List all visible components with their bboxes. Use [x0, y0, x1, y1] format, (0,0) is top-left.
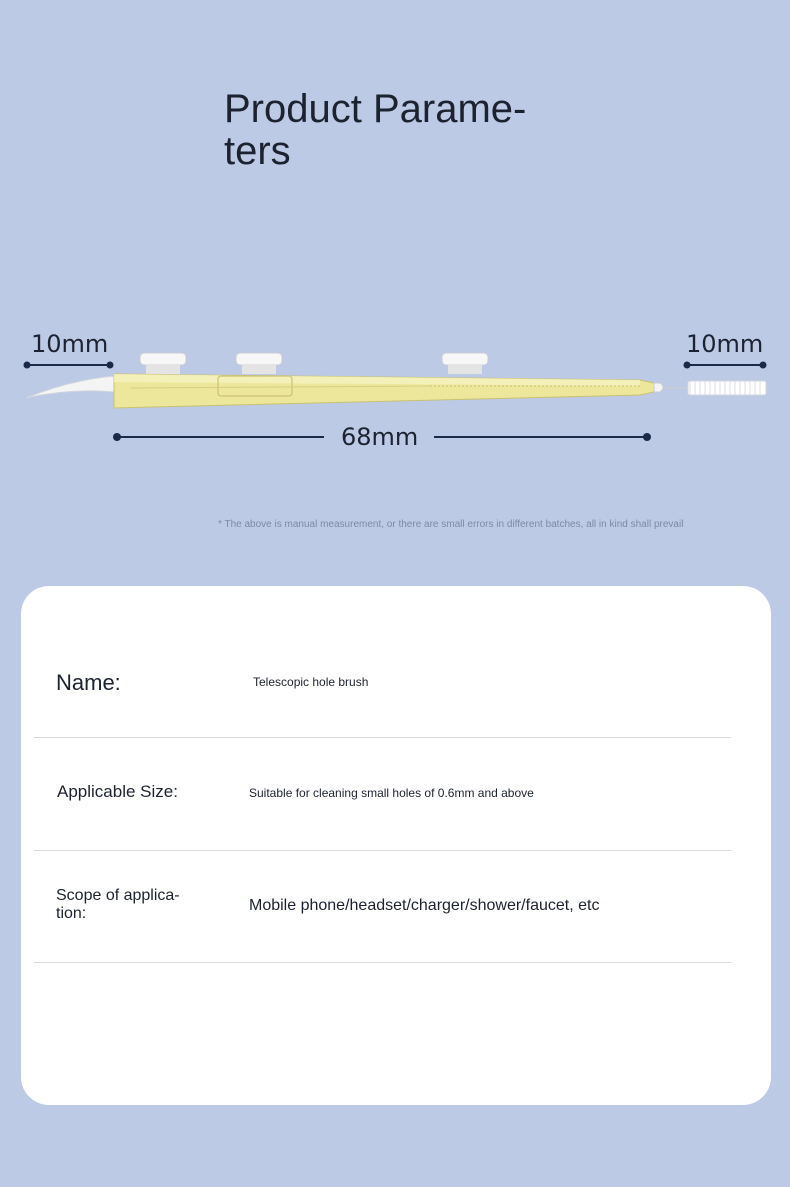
- product-diagram: [0, 320, 790, 460]
- param-label: Name:: [56, 670, 121, 695]
- param-row-scope: [34, 851, 731, 963]
- body-length-dimension: 68mm: [341, 423, 419, 451]
- param-label: Applicable Size:: [57, 782, 178, 801]
- param-label: Scope of applica-tion:: [56, 887, 180, 922]
- param-value: Telescopic hole brush: [253, 675, 369, 689]
- param-value: Suitable for cleaning small holes of 0.6mm and above: [249, 786, 534, 800]
- page-title: [224, 88, 526, 172]
- left-tip-dimension: 10mm: [31, 330, 109, 358]
- hook-tip: [26, 376, 114, 398]
- param-row-name: [34, 586, 731, 738]
- slider-buttons: [140, 353, 488, 374]
- param-row-size: [34, 738, 731, 851]
- param-value: Mobile phone/headset/charger/shower/faucet, etc: [249, 897, 600, 914]
- bristle-brush: [664, 381, 768, 395]
- title-line-2: ters: [224, 129, 291, 173]
- measurement-note: * The above is manual measurement, or there are small errors in different batches, all in kind shall prevail: [218, 519, 684, 530]
- left-dimension-line: [24, 362, 114, 369]
- title-line-1: Product Parame-: [224, 87, 527, 131]
- right-dimension-line: [684, 362, 767, 369]
- right-tip-dimension: 10mm: [686, 330, 764, 358]
- parameters-card: [21, 586, 771, 1105]
